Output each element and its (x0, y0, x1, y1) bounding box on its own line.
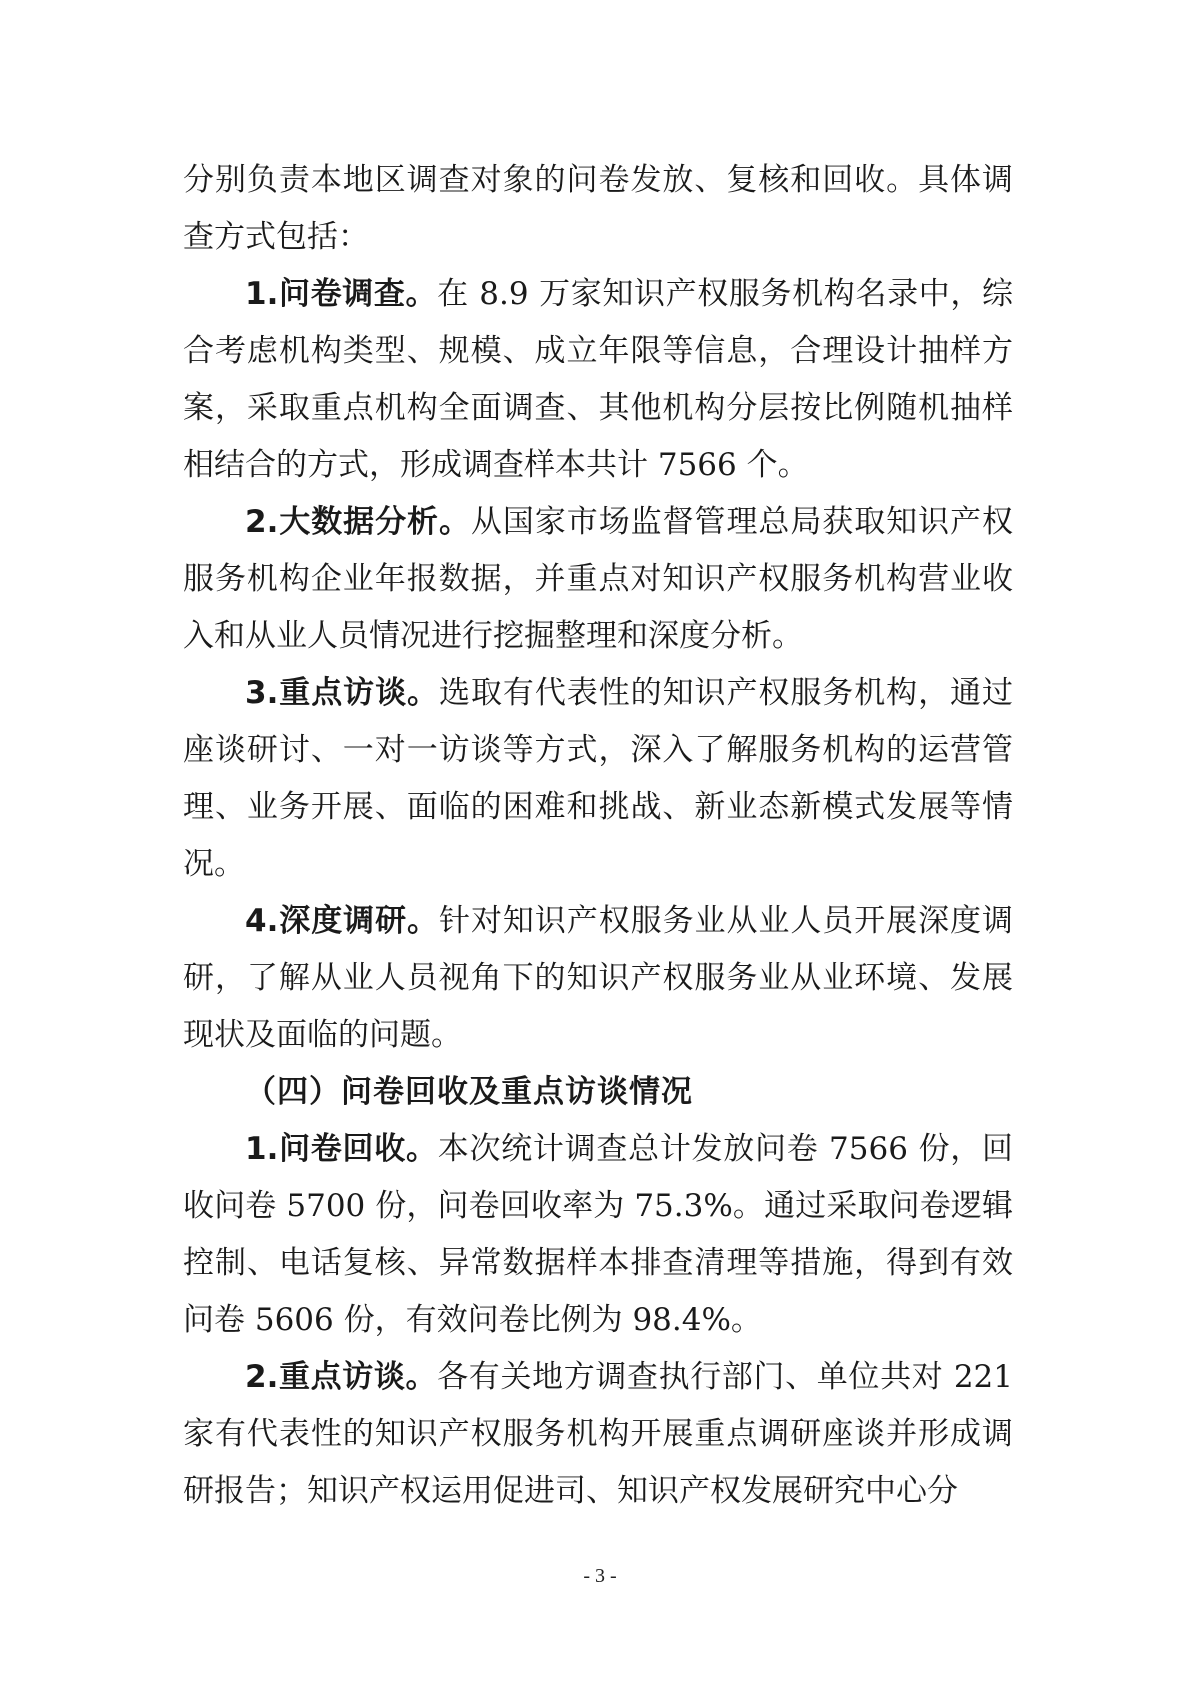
method-research (183, 893, 1013, 1064)
questionnaire-recovery (183, 1121, 1013, 1349)
method-interview (183, 665, 1013, 893)
method-questionnaire (183, 266, 1013, 494)
method-questionnaire-text: 在 8.9 万家知识产权服务机构名录中，综合考虑机构类型、规模、成立年限等信息，合理设计抽样方案，采取重点机构全面调查、其他机构分层按比例随机抽样相结合的方式，形成调查样本共计 7566 个。 (183, 276, 1013, 483)
questionnaire-recovery-text: 本次统计调查总计发放问卷 7566 份，回收问卷 5700 份，问卷回收率为 75.3%。通过采取问卷逻辑控制、电话复核、异常数据样本排查清理等措施，得到有效问卷 5606 份，有效问卷比例为 98.4%。 (183, 1131, 1013, 1338)
intro-paragraph: 分别负责本地区调查对象的问卷发放、复核和回收。具体调查方式包括： (183, 162, 1013, 255)
document-body (183, 152, 1013, 1520)
method-interview-text: 选取有代表性的知识产权服务机构，通过座谈研讨、一对一访谈等方式，深入了解服务机构的运营管理、业务开展、面临的困难和挑战、新业态新模式发展等情况。 (183, 675, 1013, 882)
method-interview-lead: 3.重点访谈。 (245, 675, 439, 711)
section-heading: （四）问卷回收及重点访谈情况 (245, 1074, 693, 1110)
questionnaire-recovery-lead: 1.问卷回收。 (245, 1131, 438, 1167)
method-big-data-text: 从国家市场监督管理总局获取知识产权服务机构企业年报数据，并重点对知识产权服务机构营业收入和从业人员情况进行挖掘整理和深度分析。 (183, 504, 1013, 654)
method-research-text: 针对知识产权服务业从业人员开展深度调研，了解从业人员视角下的知识产权服务业从业环境、发展现状及面临的问题。 (183, 903, 1013, 1053)
key-interviews-lead: 2.重点访谈。 (245, 1359, 438, 1395)
method-big-data-lead: 2.大数据分析。 (245, 504, 471, 540)
method-research-lead: 4.深度调研。 (245, 903, 439, 939)
page-number: - 3 - (583, 1565, 617, 1587)
key-interviews (183, 1349, 1013, 1520)
method-big-data (183, 494, 1013, 665)
method-questionnaire-lead: 1.问卷调查。 (245, 276, 438, 312)
key-interviews-text: 各有关地方调查执行部门、单位共对 221 家有代表性的知识产权服务机构开展重点调研座谈并形成调研报告；知识产权运用促进司、知识产权发展研究中心分 (183, 1359, 1013, 1509)
